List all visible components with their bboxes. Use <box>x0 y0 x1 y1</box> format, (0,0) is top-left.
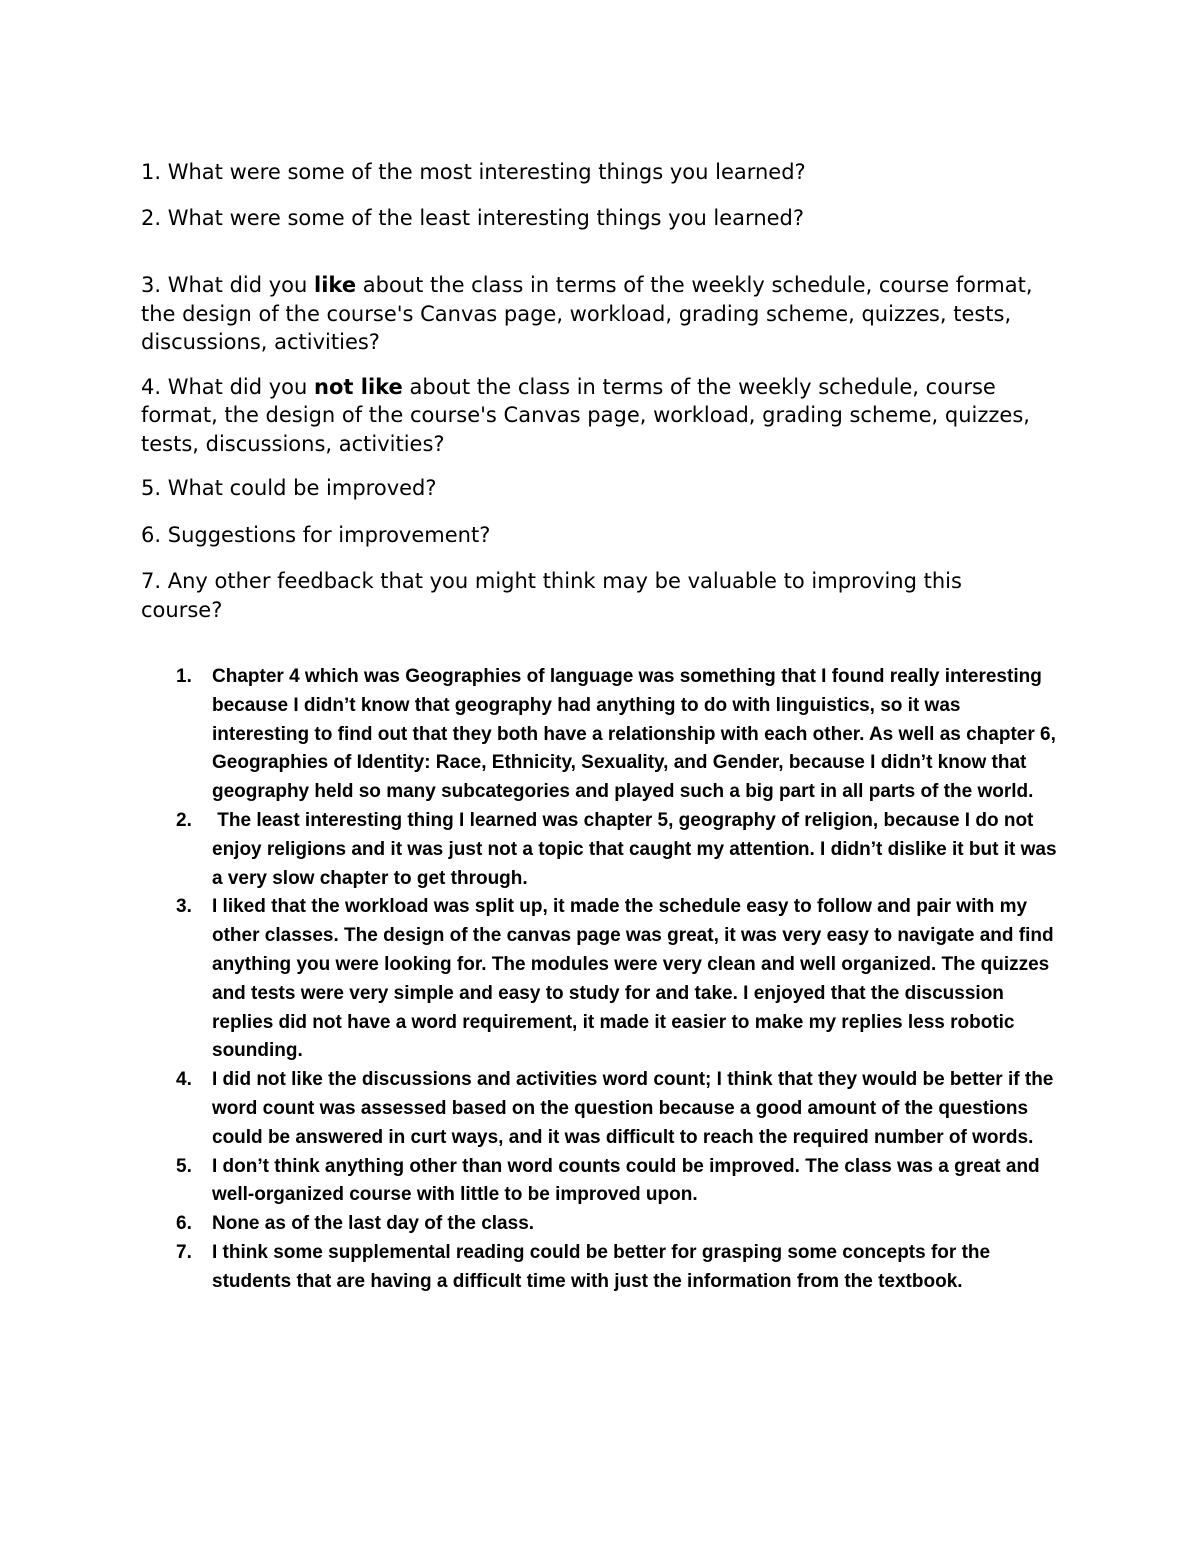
question-number: 4. <box>141 374 162 399</box>
question-emphasis: like <box>314 273 357 297</box>
answer-text: I did not like the discussions and activities word count; I think that they would be better if the word count was assessed based on the question because a good amount of the questions could be answered in curt ways, and it was difficult to reach the required number of words. <box>212 1069 1054 1148</box>
answer-number: 1. <box>176 666 192 687</box>
answer-item-2 <box>141 807 1061 893</box>
question-number: 1. <box>141 160 162 184</box>
question-text: What were some of the least interesting things you learned? <box>167 205 805 230</box>
question-3 <box>141 271 1041 357</box>
answer-text: I think some supplemental reading could be better for grasping some concepts for the students that are having a difficult time with just the information from the textbook. <box>212 1241 991 1292</box>
answer-item-5 <box>141 1153 1061 1211</box>
answer-text: I don’t think anything other than word counts could be improved. The class was a great and well-organized course with little to be improved upon. <box>212 1155 1040 1206</box>
answer-item-4 <box>141 1066 1061 1152</box>
question-4 <box>141 373 1041 459</box>
answer-text: None as of the last day of the class. <box>212 1213 535 1235</box>
question-text: Any other feedback that you might think may be valuable to improving this course? <box>141 569 962 622</box>
question-text: What could be improved? <box>167 476 437 500</box>
answer-item-7 <box>141 1239 1061 1297</box>
answer-number: 2. <box>176 809 192 831</box>
answer-text: The least interesting thing I learned was chapter 5, geography of religion, because I do not enjoy religions and it was just not a topic that caught my attention. I didn’t dislike it but it was a very slow chapter to get through. <box>212 809 1062 889</box>
answer-number: 4. <box>176 1069 192 1091</box>
question-text-post: about the class in terms of the weekly schedule, course format, the design of the course's Canvas page, workload, grading scheme, quizzes, tests, discussions, activities? <box>141 374 1030 456</box>
answer-number: 3. <box>176 896 192 918</box>
question-text-post: about the class in terms of the weekly schedule, course format, the design of the course's Canvas page, workload, grading scheme, quizzes, tests, discussions, activities? <box>141 273 1033 354</box>
question-2 <box>141 204 1041 233</box>
question-number: 2. <box>141 205 162 230</box>
question-number: 6. <box>141 522 162 547</box>
answer-list <box>141 663 1061 1297</box>
question-text: What were some of the most interesting things you learned? <box>167 160 806 184</box>
question-number: 3. <box>141 273 162 297</box>
question-number: 7. <box>141 569 162 593</box>
question-7 <box>141 567 1041 624</box>
question-text: Suggestions for improvement? <box>167 522 491 547</box>
question-text-pre: What did you <box>167 374 308 399</box>
question-text-pre: What did you <box>167 273 308 297</box>
question-1 <box>141 158 1041 187</box>
answer-number: 5. <box>176 1155 192 1177</box>
question-6 <box>141 521 1041 550</box>
answer-item-3 <box>141 893 1061 1066</box>
answer-text: I liked that the workload was split up, it made the schedule easy to follow and pair with my other classes. The design of the canvas page was great, it was very easy to navigate and find anything you were looking for. The modules were very clean and well organized. The quizzes and tests were very simple and easy to study for and take. I enjoyed that the discussion replies did not have a word requirement, it made it easier to make my replies less robotic sounding. <box>212 896 1054 1062</box>
question-emphasis: not like <box>314 374 403 399</box>
answer-item-6 <box>141 1210 1061 1239</box>
question-5 <box>141 474 1041 503</box>
answer-text: Chapter 4 which was Geographies of language was something that I found really interesting because I didn’t know that geography had anything to do with linguistics, so it was interesting to find out that they both have a relationship with each other. As well as chapter 6, Geographies of Identity: Race, Ethnicity, Sexuality, and Gender, because I didn’t know that geography held so many subcategories and played such a big part in all parts of the world. <box>212 666 1056 803</box>
answer-item-1 <box>141 663 1061 807</box>
answer-number: 6. <box>176 1213 192 1235</box>
question-list <box>141 158 1041 624</box>
question-number: 5. <box>141 476 162 500</box>
answer-number: 7. <box>176 1241 192 1263</box>
